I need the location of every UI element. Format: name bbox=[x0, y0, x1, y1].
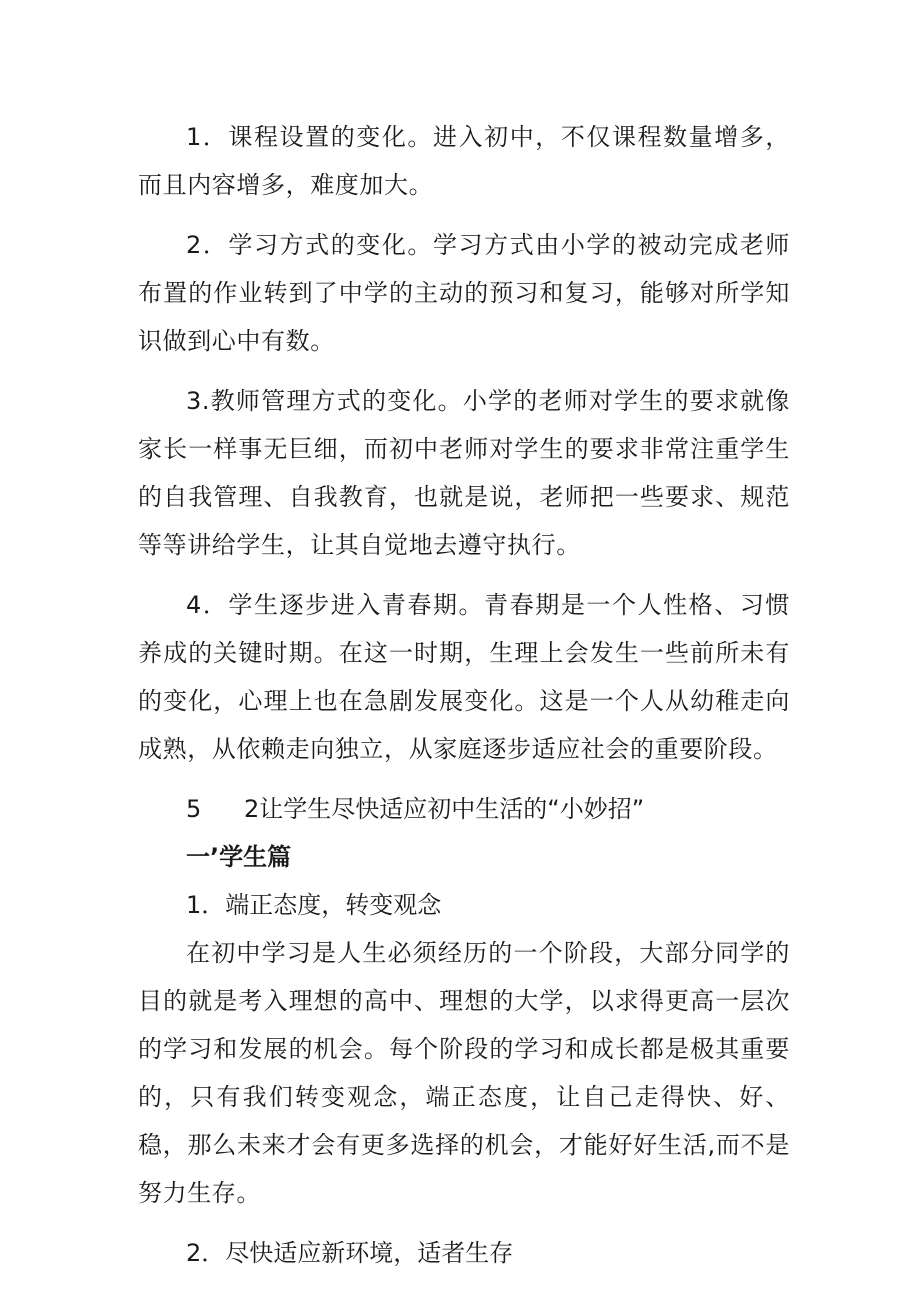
subheading-attitude: 1．端正态度，转变观念 bbox=[186, 891, 442, 919]
paragraph-attitude: 在初中学习是人生必须经历的一个阶段，大部分同学的目的就是考入理想的高中、理想的大学，以求得更高一层次的学习和发展的机会。每个阶段的学习和成长都是极其重要的，只有我们转变观念，端正态度，让自己走得快、好、稳，那么未来才会有更多选择的机会，才能好好生活,而不是努力生存。 bbox=[138, 939, 790, 1207]
paragraph-adolescence: 4．学生逐步进入青春期。青春期是一个人性格、习惯养成的关键时期。在这一时期，生理上会发生一些前所未有的变化，心理上也在急剧发展变化。这是一个人从幼稚走向成熟，从依赖走向独立，从家庭逐步适应社会的重要阶段。 bbox=[138, 591, 790, 763]
paragraph-course-change: 1．课程设置的变化。进入初中，不仅课程数量增多，而且内容增多，难度加大。 bbox=[138, 123, 790, 199]
document-body bbox=[138, 113, 790, 1277]
section-heading bbox=[138, 785, 790, 833]
student-section-heading: 一’学生篇 bbox=[186, 843, 292, 871]
paragraph-learning-method: 2．学习方式的变化。学习方式由小学的被动完成老师布置的作业转到了中学的主动的预习和复习，能够对所学知识做到心中有数。 bbox=[138, 231, 790, 355]
paragraph-teacher-management: 3.教师管理方式的变化。小学的老师对学生的要求就像家长一样事无巨细，而初中老师对学生的要求非常注重学生的自我管理、自我教育，也就是说，老师把一些要求、规范等等讲给学生，让其自觉地去遵守执行。 bbox=[138, 387, 790, 559]
subheading-environment: 2．尽快适应新环境，适者生存 bbox=[186, 1239, 514, 1267]
section-title: 2让学生尽快适应初中生活的“小妙招” bbox=[244, 795, 645, 823]
section-number: 5 bbox=[186, 795, 202, 823]
